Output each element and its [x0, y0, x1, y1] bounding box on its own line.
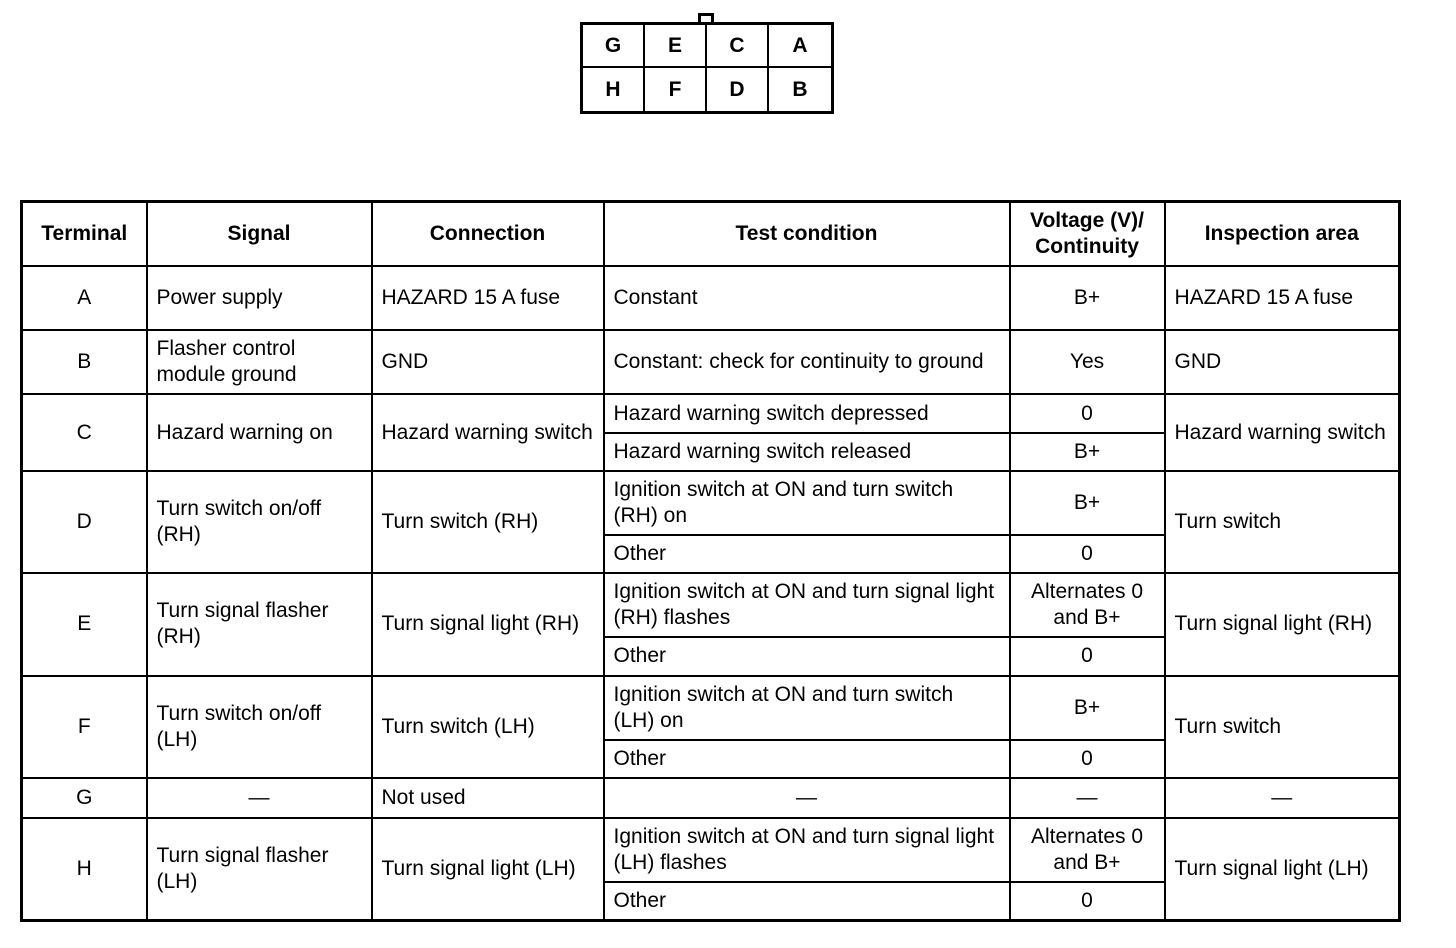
header-terminal: Terminal [22, 202, 147, 267]
terminal-cell: G [22, 778, 147, 818]
terminal-table [20, 200, 1401, 922]
connector-diagram [580, 22, 834, 114]
test-condition-cell: — [604, 778, 1010, 818]
inspection-area-cell: — [1165, 778, 1400, 818]
test-condition-cell: Ignition switch at ON and turn switch (RH) on [604, 471, 1010, 535]
connection-cell: GND [372, 330, 604, 394]
terminal-cell: H [22, 818, 147, 920]
voltage-cell: B+ [1010, 471, 1165, 535]
connector-pin: D [707, 68, 769, 111]
connection-cell: Turn switch (LH) [372, 676, 604, 778]
inspection-area-cell: Turn switch [1165, 676, 1400, 778]
header-voltage-line1: Voltage (V)/ [1030, 209, 1144, 232]
test-condition-cell: Other [604, 535, 1010, 573]
signal-cell: Turn switch on/off (LH) [147, 676, 372, 778]
connector-pin: G [583, 25, 645, 68]
test-condition-cell: Other [604, 637, 1010, 675]
table-row [22, 394, 1400, 432]
signal-cell: Flasher control module ground [147, 330, 372, 394]
connector-pin: A [769, 25, 831, 68]
header-inspection-area: Inspection area [1165, 202, 1400, 267]
inspection-area-cell: Turn signal light (RH) [1165, 573, 1400, 675]
test-condition-cell: Constant [604, 266, 1010, 330]
voltage-cell: 0 [1010, 535, 1165, 573]
header-signal: Signal [147, 202, 372, 267]
test-condition-cell: Hazard warning switch released [604, 433, 1010, 471]
table-row [22, 676, 1400, 740]
signal-cell: Turn signal flasher (RH) [147, 573, 372, 675]
signal-cell: Turn signal flasher (LH) [147, 818, 372, 920]
table-row [22, 573, 1400, 637]
test-condition-cell: Ignition switch at ON and turn signal light (LH) flashes [604, 818, 1010, 882]
voltage-cell: B+ [1010, 266, 1165, 330]
voltage-cell: B+ [1010, 676, 1165, 740]
test-condition-cell: Other [604, 740, 1010, 778]
table-row [22, 330, 1400, 394]
connection-cell: Hazard warning switch [372, 394, 604, 470]
connector-pin-grid [583, 25, 831, 111]
table-row [22, 266, 1400, 330]
header-test-condition: Test condition [604, 202, 1010, 267]
connection-cell: Turn signal light (LH) [372, 818, 604, 920]
voltage-cell: 0 [1010, 740, 1165, 778]
connector-pin: E [645, 25, 707, 68]
signal-cell: Turn switch on/off (RH) [147, 471, 372, 573]
terminal-cell: A [22, 266, 147, 330]
terminal-cell: B [22, 330, 147, 394]
connection-cell: Turn switch (RH) [372, 471, 604, 573]
header-voltage [1010, 202, 1165, 267]
terminal-cell: F [22, 676, 147, 778]
connector-pin: F [645, 68, 707, 111]
inspection-area-cell: Hazard warning switch [1165, 394, 1400, 470]
signal-cell: Hazard warning on [147, 394, 372, 470]
voltage-cell: 0 [1010, 394, 1165, 432]
table-header-row [22, 202, 1400, 267]
signal-cell: — [147, 778, 372, 818]
connector-pin: C [707, 25, 769, 68]
test-condition-cell: Ignition switch at ON and turn switch (LH) on [604, 676, 1010, 740]
voltage-cell: 0 [1010, 882, 1165, 920]
connector-pin: B [792, 77, 808, 101]
test-condition-cell: Constant: check for continuity to ground [604, 330, 1010, 394]
inspection-area-cell: GND [1165, 330, 1400, 394]
connection-cell: HAZARD 15 A fuse [372, 266, 604, 330]
table-row [22, 778, 1400, 818]
terminal-cell: C [22, 394, 147, 470]
inspection-area-cell: Turn signal light (LH) [1165, 818, 1400, 920]
voltage-cell: B+ [1010, 433, 1165, 471]
inspection-area-cell: Turn switch [1165, 471, 1400, 573]
table-row [22, 471, 1400, 535]
connection-cell: Not used [372, 778, 604, 818]
inspection-area-cell: HAZARD 15 A fuse [1165, 266, 1400, 330]
terminal-cell: E [22, 573, 147, 675]
header-connection: Connection [372, 202, 604, 267]
connection-cell: Turn signal light (RH) [372, 573, 604, 675]
test-condition-cell: Ignition switch at ON and turn signal light (RH) flashes [604, 573, 1010, 637]
voltage-cell: Alternates 0 and B+ [1010, 573, 1165, 637]
table-row [22, 818, 1400, 882]
test-condition-cell: Other [604, 882, 1010, 920]
test-condition-cell: Hazard warning switch depressed [604, 394, 1010, 432]
voltage-cell: 0 [1010, 637, 1165, 675]
voltage-cell: Yes [1010, 330, 1165, 394]
connector-pin: H [583, 68, 645, 111]
header-voltage-line2: Continuity [1035, 235, 1139, 258]
voltage-cell: Alternates 0 and B+ [1010, 818, 1165, 882]
voltage-cell: — [1010, 778, 1165, 818]
signal-cell: Power supply [147, 266, 372, 330]
terminal-cell: D [22, 471, 147, 573]
